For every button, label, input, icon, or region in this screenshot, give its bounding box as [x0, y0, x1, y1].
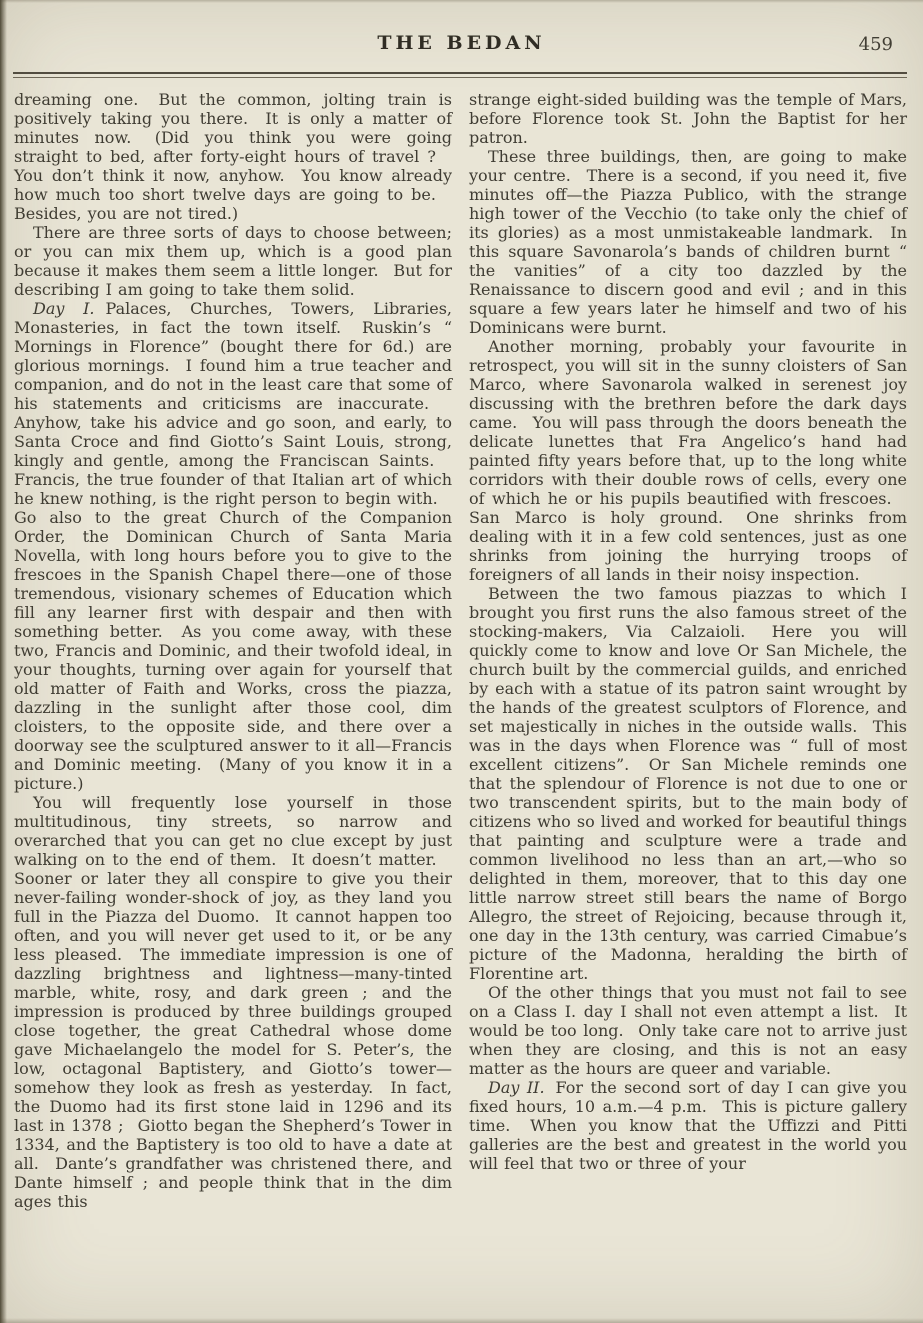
paragraph: Of the other things that you must not fail to see on a Class I. day I shall not even attempt a list. It would be too long. Only take care not to arrive just when they are closing, and this is not an easy matter as the hours are queer and variable. — [469, 983, 907, 1078]
column-right — [469, 90, 907, 1211]
paragraph: Another morning, probably your favourite in retrospect, you will sit in the sunny cloisters of San Marco, where Savonarola walked in serenest joy discussing with the brethren before the dark days came. You will pass through the doors beneath the delicate lunettes that Fra Angelico’s hand had painted fifty years before that, up to the long white corridors with their double rows of cells, every one of which he or his pupils beautified with frescoes. San Marco is holy ground. One shrinks from dealing with it in a few cold sentences, just as one shrinks from joining the hurrying troops of foreigners of all lands in their noisy inspection. — [469, 337, 907, 584]
scan-bottom-edge — [0, 1318, 923, 1323]
paragraph-lead-italic: Day I. — [33, 299, 95, 318]
paragraph: strange eight-sided building was the temple of Mars, before Florence took St. John the Baptist for her patron. — [469, 90, 907, 147]
scan-left-edge — [0, 0, 7, 1323]
paragraph: Day II. For the second sort of day I can give you fixed hours, 10 a.m.—4 p.m. This is picture gallery time. When you know that the Uffizzi and Pitti galleries are the best and greatest in the world you will feel that two or three of your — [469, 1078, 907, 1173]
paragraph-lead-italic: Day II. — [488, 1078, 545, 1097]
paragraph: Between the two famous piazzas to which I brought you first runs the also famous street of the stocking-makers, Via Calzaioli. Here you will quickly come to know and love Or San Michele, the church built by the commercial guilds, and enriched by each with a statue of its patron saint wrought by the hands of the greatest sculptors of Florence, and set majestically in niches in the outside walls. This was in the days when Florence was “ full of most excellent citizens”. Or San Michele reminds one that the splendour of Florence is not due to one or two transcendent spirits, but to the main body of citizens who so lived and worked for beautiful things that painting and sculpture were a trade and common livelihood no less than an art,—who so delighted in them, moreover, that to this day one little narrow street still bears the name of Borgo Allegro, the street of Rejoicing, because through it, one day in the 13th century, was carried Cimabue’s picture of the Madonna, heralding the birth of Florentine art. — [469, 584, 907, 983]
text-columns — [0, 78, 923, 1211]
page-header — [0, 0, 923, 72]
paragraph: These three buildings, then, are going to make your centre. There is a second, if you need it, five minutes off—the Piazza Publico, with the strange high tower of the Vecchio (to take only the chief of its glories) as a most unmistakeable landmark. In this square Savonarola’s bands of children burnt “ the vanities” of a city too dazzled by the Renaissance to discern good and evil ; and in this square a few years later he himself and two of his Dominicans were burnt. — [469, 147, 907, 337]
page-number: 459 — [858, 34, 893, 55]
paragraph: You will frequently lose yourself in those multitudinous, tiny streets, so narrow and overarched that you can get no clue except by just walking on to the end of them. It doesn’t matter. Sooner or later they all conspire to give you their never-failing wonder-shock of joy, as they land you full in the Piazza del Duomo. It cannot happen too often, and you will never get used to it, or be any less pleased. The immediate impression is one of dazzling brightness and lightness—many-tinted marble, white, rosy, and dark green ; and the impression is produced by three buildings grouped close together, the great Cathedral whose dome gave Michaelangelo the model for S. Peter’s, the low, octagonal Baptistery, and Giotto’s tower—somehow they look as fresh as yesterday. In fact, the Duomo had its first stone laid in 1296 and its last in 1378 ; Giotto began the Shepherd’s Tower in 1334, and the Baptistery is too old to have a date at all. Dante’s grandfather was christened there, and Dante himself ; and people think that in the dim ages this — [14, 793, 452, 1211]
paragraph: Day I. Palaces, Churches, Towers, Libraries, Monasteries, in fact the town itself. Ruskin’s “ Mornings in Florence” (bought there for 6d.) are glorious mornings. I found him a true teacher and companion, and do not in the least care that some of his statements and criticisms are inaccurate. Anyhow, take his advice and go soon, and early, to Santa Croce and find Giotto’s Saint Louis, strong, kingly and gentle, among the Franciscan Saints. Francis, the true founder of that Italian art of which he knew nothing, is the right person to begin with. Go also to the great Church of the Companion Order, the Dominican Church of Santa Maria Novella, with long hours before you to give to the frescoes in the Spanish Chapel there—one of those tremendous, visionary schemes of Education which fill any learner first with despair and then with something better. As you come away, with these two, Francis and Dominic, and their twofold ideal, in your thoughts, turning over again for yourself that old matter of Faith and Works, cross the piazza, dazzling in the sunlight after those cool, dim cloisters, to the opposite side, and there over a doorway see the sculptured answer to it all—Francis and Dominic meeting. (Many of you know it in a picture.) — [14, 299, 452, 793]
column-left — [14, 90, 452, 1211]
journal-title: THE BEDAN — [377, 32, 546, 54]
paragraph: dreaming one. But the common, jolting train is positively taking you there. It is only a matter of minutes now. (Did you think you were going straight to bed, after forty-eight hours of travel ? You don’t think it now, anyhow. You know already how much too short twelve days are going to be. Besides, you are not tired.) — [14, 90, 452, 223]
paragraph: There are three sorts of days to choose between; or you can mix them up, which is a good plan because it makes them seem a little longer. But for describing I am going to take them solid. — [14, 223, 452, 299]
